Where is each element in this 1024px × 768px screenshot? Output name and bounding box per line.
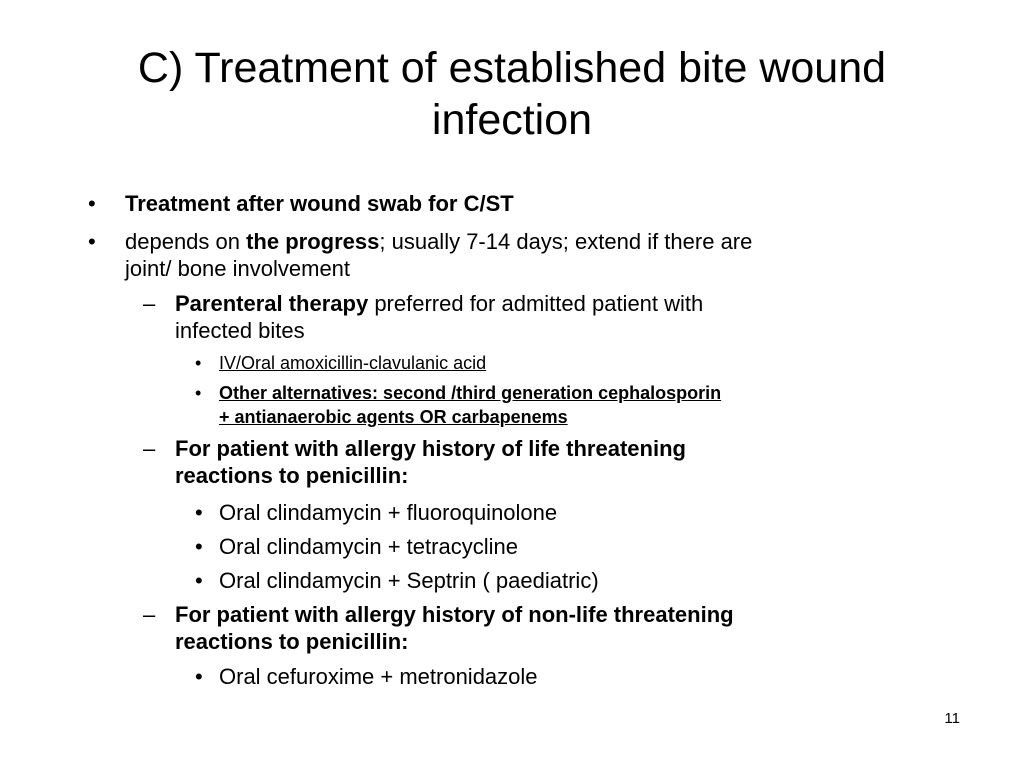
bullet-text: Treatment after wound swab for C/ST: [125, 191, 514, 216]
dash-marker: –: [143, 291, 156, 316]
dash-marker: –: [143, 602, 156, 627]
sub-item-bold: Parenteral therapy: [175, 291, 369, 316]
bullet-marker: •: [195, 353, 202, 373]
sub-item-line2: infected bites: [175, 318, 305, 343]
sub-item-line1: For patient with allergy history of life threatening: [175, 436, 686, 461]
bullet-text-prefix: depends on: [125, 229, 247, 254]
sub-sub-item-text: IV/Oral amoxicillin-clavulanic acid: [219, 353, 487, 373]
bullet-marker: •: [195, 534, 203, 559]
sub-item-suffix: preferred for admitted patient with: [368, 291, 704, 316]
slide-title: [60, 42, 964, 146]
bullet-marker: •: [195, 500, 203, 525]
title-line-1: C) Treatment of established bite wound: [137, 44, 887, 92]
bullet-marker: •: [88, 191, 96, 216]
dash-marker: –: [143, 436, 156, 461]
sub-item-line2: reactions to penicillin:: [175, 629, 409, 654]
sub-sub-item-text: Oral clindamycin + fluoroquinolone: [219, 500, 558, 525]
bullet-text-bold: the progress: [246, 229, 380, 254]
sub-item-line1: For patient with allergy history of non-life threatening: [175, 602, 734, 627]
bullet-text-suffix: ; usually 7-14 days; extend if there are: [379, 229, 753, 254]
sub-sub-item-text: Oral cefuroxime + metronidazole: [219, 664, 538, 689]
bullet-marker: •: [88, 229, 96, 254]
bullet-marker: •: [195, 568, 203, 593]
sub-sub-item-line2: + antianaerobic agents OR carbapenems: [219, 407, 568, 427]
sub-sub-item-line1: Other alternatives: second /third generation cephalosporin: [219, 383, 722, 403]
title-line-2: infection: [431, 96, 593, 144]
sub-sub-item-text: Oral clindamycin + Septrin ( paediatric): [219, 568, 599, 593]
bullet-marker: •: [195, 383, 202, 403]
sub-item-line2: reactions to penicillin:: [175, 463, 409, 488]
sub-sub-item-text: Oral clindamycin + tetracycline: [219, 534, 518, 559]
page-number: 11: [944, 710, 960, 727]
bullet-marker: •: [195, 664, 203, 689]
bullet-text-line2: joint/ bone involvement: [125, 256, 351, 281]
